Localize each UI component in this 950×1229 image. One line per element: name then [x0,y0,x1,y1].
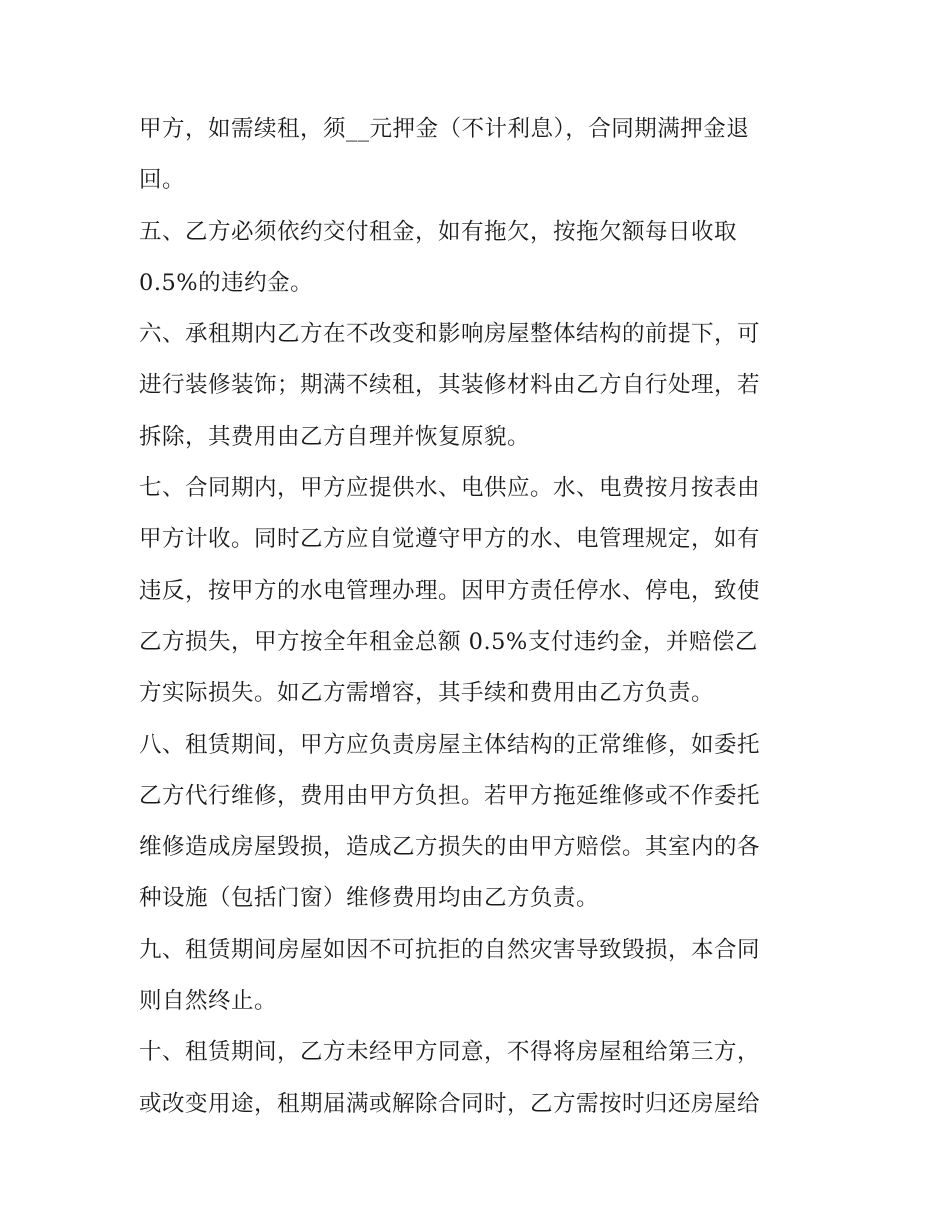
text-line: 乙方损失，甲方按全年租金总额 0.5%支付违约金，并赔偿乙 [139,628,758,655]
text-line: 进行装修装饰；期满不续租，其装修材料由乙方自行处理，若 [139,372,761,399]
text-line: 或改变用途，租期届满或解除合同时，乙方需按时归还房屋给 [139,1090,761,1117]
text-line: 九、租赁期间房屋如因不可抗拒的自然灾害导致毁损，本合同 [139,936,761,963]
text-line: 五、乙方必须依约交付租金，如有拖欠，按拖欠额每日收取 [139,218,738,245]
text-line: 甲方计收。同时乙方应自觉遵守甲方的水、电管理规定，如有 [139,526,761,553]
contract-text [139,104,819,1130]
text-line: 七、合同期内，甲方应提供水、电供应。水、电费按月按表由 [139,475,761,502]
text-line: 0.5%的违约金。 [139,269,314,296]
text-line: 方实际损失。如乙方需增容，其手续和费用由乙方负责。 [139,680,715,707]
text-line: 种设施（包括门窗）维修费用均由乙方负责。 [139,885,600,912]
text-line: 则自然终止。 [139,988,278,1015]
text-line: 甲方，如需续租，须__元押金（不计利息），合同期满押金退 [139,116,750,142]
text-line: 乙方代行维修，费用由甲方负担。若甲方拖延维修或不作委托 [139,782,761,809]
text-line: 维修造成房屋毁损，造成乙方损失的由甲方赔偿。其室内的各 [139,834,761,861]
text-line: 拆除，其费用由乙方自理并恢复原貌。 [139,423,531,450]
text-line: 八、租赁期间，甲方应负责房屋主体结构的正常维修，如委托 [139,731,761,758]
text-line: 回。 [139,167,186,194]
text-line: 六、承租期内乙方在不改变和影响房屋整体结构的前提下，可 [139,321,761,348]
text-line: 十、租赁期间，乙方未经甲方同意，不得将房屋租给第三方， [139,1039,761,1066]
text-line: 违反，按甲方的水电管理办理。因甲方责任停水、停电，致使 [139,577,761,604]
